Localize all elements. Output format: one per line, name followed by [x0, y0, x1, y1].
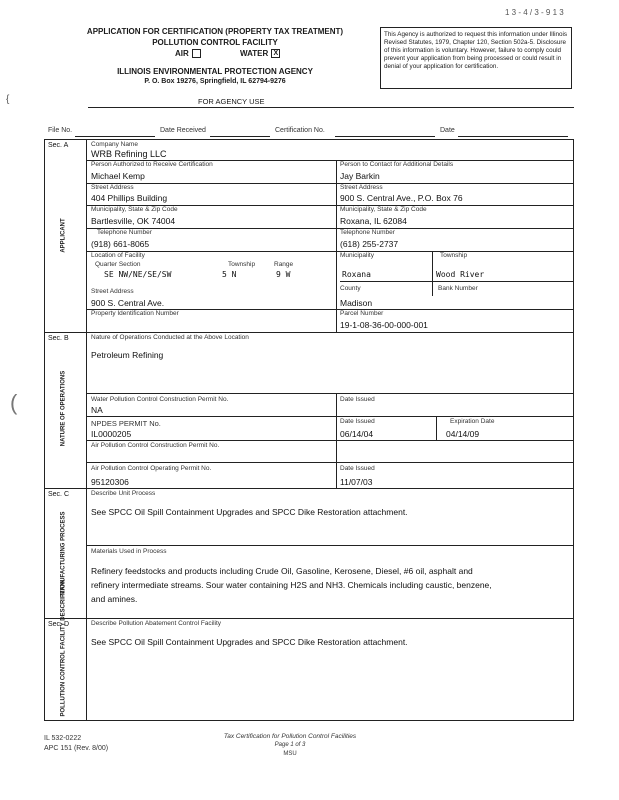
agency-address: P. O. Box 19276, Springfield, IL 62794-9276	[144, 78, 286, 85]
street1-label: Street Address	[91, 184, 134, 191]
sec-c-side-label: MANUFACTURING PROCESS	[60, 511, 67, 596]
water-permit-label: Water Pollution Control Construction Permit No.	[91, 396, 229, 403]
municipality-value[interactable]: Roxana	[342, 270, 371, 279]
form-subtitle: POLLUTION CONTROL FACILITY	[152, 38, 278, 47]
street1[interactable]: 404 Phillips Building	[91, 193, 168, 203]
parcel[interactable]: 19-1-08-36-00-000-001	[340, 320, 428, 330]
city2-label: Municipality, State & Zip Code	[340, 206, 427, 213]
city1[interactable]: Bartlesville, OK 74004	[91, 216, 176, 226]
file-no-label: File No.	[48, 127, 73, 134]
date-issued1-label: Date Issued	[340, 396, 375, 403]
form-number: IL 532-0222	[44, 735, 82, 742]
water-checkbox[interactable]: X	[271, 49, 280, 58]
person-contact-label: Person to Contact for Additional Details	[340, 161, 454, 168]
materials-label: Materials Used in Process	[91, 548, 167, 555]
sec-a-side-label: APPLICANT	[60, 218, 67, 253]
water-label: WATER	[240, 49, 269, 58]
air-op[interactable]: 95120306	[91, 477, 129, 487]
air-op-label: Air Pollution Control Operating Permit No.	[91, 465, 212, 472]
nature-value[interactable]: Petroleum Refining	[91, 350, 164, 360]
expiration-label: Expiration Date	[450, 418, 495, 425]
person-cert[interactable]: Michael Kemp	[91, 171, 145, 181]
township-label: Township	[228, 261, 256, 268]
property-label: Property Identification Number	[91, 310, 179, 317]
describe-unit-label: Describe Unit Process	[91, 490, 156, 497]
person-contact[interactable]: Jay Barkin	[340, 171, 380, 181]
sec-b-side-label: NATURE OF OPERATIONS	[60, 370, 67, 447]
county-label: County	[340, 285, 361, 292]
materials-line-3[interactable]: and amines.	[91, 594, 138, 604]
describe-unit[interactable]: See SPCC Oil Spill Containment Upgrades and SPCC Dike Restoration attachment.	[91, 507, 408, 517]
privacy-notice: This Agency is authorized to request this information under Illinois Revised Statutes, 1979, Chapter 120, Section 502a-5. Disclosure of this information is voluntary. However, failure to comply could prevent your application from being processed or could result in denial of your application for certification.	[380, 27, 572, 89]
city2[interactable]: Roxana, IL 62084	[340, 216, 407, 226]
street3-label: Street Address	[91, 288, 134, 295]
township2-value[interactable]: Wood River	[436, 270, 485, 279]
date-issued2[interactable]: 06/14/04	[340, 429, 374, 439]
company-name[interactable]: WRB Refining LLC	[91, 149, 167, 159]
scan-mark: {	[6, 94, 10, 105]
phone1-label: Telephone Number	[97, 229, 152, 236]
municipality-label: Municipality	[340, 252, 374, 259]
air-option	[175, 49, 201, 58]
date-received-label: Date Received	[160, 127, 206, 134]
date-issued2-label: Date Issued	[340, 418, 375, 425]
page-number: Page 1 of 3	[274, 742, 306, 748]
sec-d-side-label: POLLUTION CONTROL FACILITY DESCRIPTION	[60, 579, 67, 717]
company-name-label: Company Name	[91, 141, 138, 148]
hole-punch-mark: (	[10, 390, 18, 415]
street3[interactable]: 900 S. Central Ave.	[91, 298, 165, 308]
npdes[interactable]: IL0000205	[91, 429, 132, 439]
form-title: APPLICATION FOR CERTIFICATION (PROPERTY TAX TREATMENT)	[86, 27, 344, 36]
range-label: Range	[274, 261, 294, 268]
parcel-label: Parcel Number	[340, 310, 384, 317]
quarter-value[interactable]: SE NW/NE/SE/SW	[104, 270, 172, 279]
sec-b-tag: Sec. B	[48, 335, 69, 342]
agency-use-label: FOR AGENCY USE	[198, 97, 265, 106]
materials-line-1[interactable]: Refinery feedstocks and products including Crude Oil, Gasoline, Kerosene, Diesel, #6 oil, asphalt and	[91, 566, 473, 576]
person-cert-label: Person Authorized to Receive Certification	[91, 161, 213, 168]
air-checkbox[interactable]	[192, 49, 201, 58]
range-value[interactable]: 9 W	[276, 270, 291, 279]
water-permit[interactable]: NA	[91, 405, 103, 415]
apc-number: APC 151 (Rev. 8/00)	[44, 745, 109, 752]
air-label: AIR	[175, 49, 189, 58]
expiration[interactable]: 04/14/09	[446, 429, 480, 439]
date-label: Date	[440, 127, 455, 134]
quarter-label: Quarter Section	[95, 261, 141, 268]
phone1[interactable]: (918) 661-8065	[91, 239, 150, 249]
township2-label: Township	[440, 252, 468, 259]
nature-label: Nature of Operations Conducted at the Above Location	[91, 334, 249, 341]
materials-line-2[interactable]: refinery intermediate streams. Sour water containing H2S and NH3. Chemicals including caustic, benzene,	[91, 580, 492, 590]
corner-stamp: 1 3 - 4 / 3 - 9 1 3	[505, 8, 564, 17]
sec-d-tag: Sec. D	[48, 621, 70, 628]
street2-label: Street Address	[340, 184, 383, 191]
bank-label: Bank Number	[438, 285, 478, 292]
agency-name: ILLINOIS ENVIRONMENTAL PROTECTION AGENCY	[117, 67, 313, 76]
location-label: Location of Facility	[91, 252, 145, 259]
npdes-label: NPDES PERMIT No.	[91, 419, 161, 428]
water-option	[240, 49, 280, 58]
phone2-label: Telephone Number	[340, 229, 395, 236]
date-issued3[interactable]: 11/07/03	[340, 477, 373, 487]
footer-code: MSU	[283, 751, 297, 757]
air-const-label: Air Pollution Control Construction Permit No.	[91, 442, 220, 449]
describe-facility[interactable]: See SPCC Oil Spill Containment Upgrades and SPCC Dike Restoration attachment.	[91, 637, 408, 647]
sec-a-tag: Sec. A	[48, 142, 69, 149]
city1-label: Municipality, State & Zip Code	[91, 206, 178, 213]
cert-no-label: Certification No.	[275, 127, 325, 134]
phone2[interactable]: (618) 255-2737	[340, 239, 399, 249]
footer-title: Tax Certification for Pollution Control Facilities	[223, 733, 357, 740]
sec-c-tag: Sec. C	[48, 491, 70, 498]
township-value[interactable]: 5 N	[222, 270, 237, 279]
street2[interactable]: 900 S. Central Ave., P.O. Box 76	[340, 193, 463, 203]
describe-facility-label: Describe Pollution Abatement Control Facility	[91, 620, 222, 627]
date-issued3-label: Date Issued	[340, 465, 375, 472]
county[interactable]: Madison	[340, 298, 373, 308]
